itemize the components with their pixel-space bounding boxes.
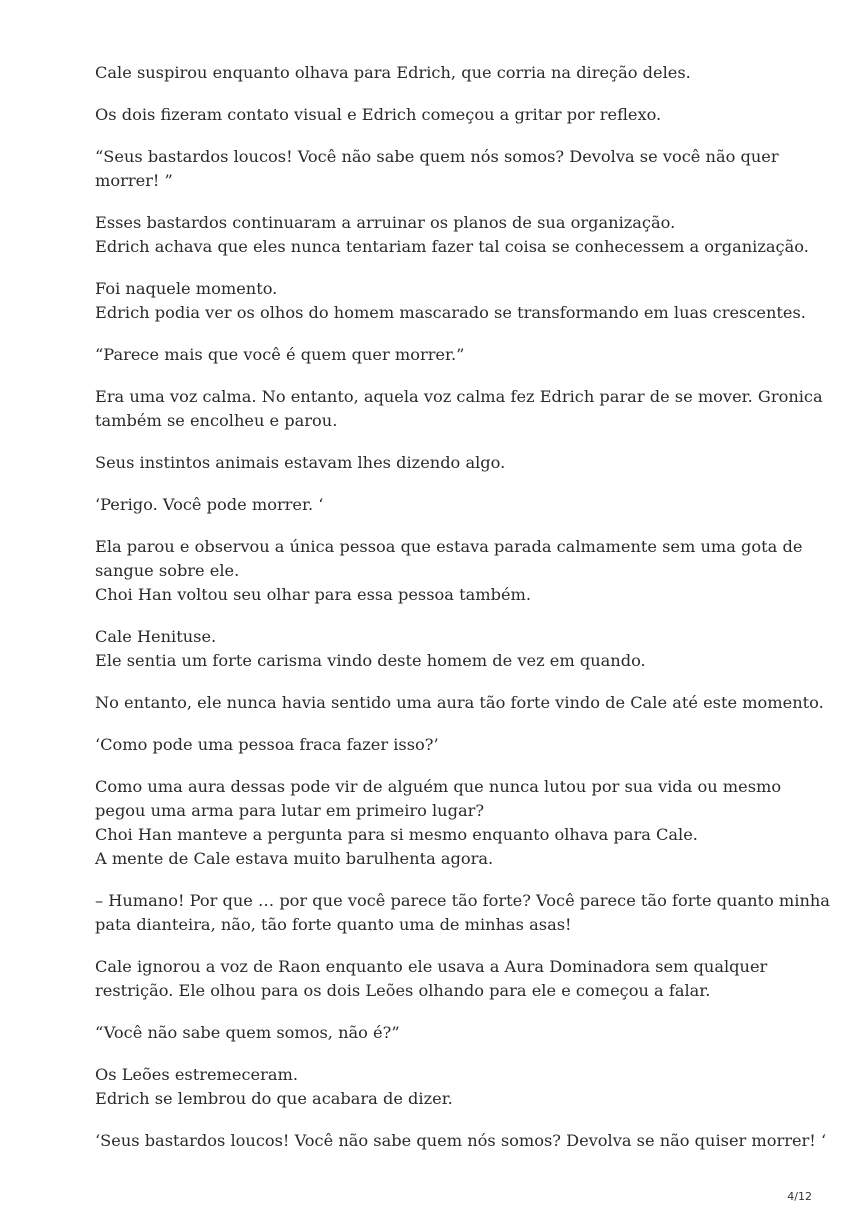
text-line: “Você não sabe quem somos, não é?” <box>95 1023 400 1042</box>
text-line: Os Leões estremeceram. <box>95 1065 298 1084</box>
text-line: Cale Henituse. <box>95 627 217 646</box>
text-line: Edrich se lembrou do que acabara de dizer. <box>95 1089 453 1108</box>
paragraph <box>95 1129 827 1153</box>
text-line: – Humano! Por que … por que você parece tão forte? Você parece tão forte quanto minha <box>95 891 830 910</box>
text-line: Como uma aura dessas pode vir de alguém que nunca lutou por sua vida ou mesmo <box>95 777 782 796</box>
text-line: também se encolheu e parou. <box>95 411 338 430</box>
text-line: A mente de Cale estava muito barulhenta agora. <box>95 849 494 868</box>
paragraph <box>95 493 795 517</box>
text-line: restrição. Ele olhou para os dois Leões olhando para ele e começou a falar. <box>95 981 711 1000</box>
paragraph <box>95 535 803 607</box>
paragraph <box>95 889 830 937</box>
paragraph <box>95 733 795 757</box>
text-line: Choi Han voltou seu olhar para essa pessoa também. <box>95 585 532 604</box>
text-line: morrer! ” <box>95 171 173 190</box>
text-line: Ele sentia um forte carisma vindo deste homem de vez em quando. <box>95 651 646 670</box>
paragraph <box>95 955 795 1003</box>
text-line: “Parece mais que você é quem quer morrer.” <box>95 345 465 364</box>
paragraph <box>95 1063 795 1111</box>
text-line: ‘Perigo. Você pode morrer. ‘ <box>95 495 324 514</box>
paragraph <box>95 277 806 325</box>
text-line: Ela parou e observou a única pessoa que estava parada calmamente sem uma gota de <box>95 537 803 556</box>
text-line: Cale ignorou a voz de Raon enquanto ele usava a Aura Dominadora sem qualquer <box>95 957 768 976</box>
text-line: “Seus bastardos loucos! Você não sabe quem nós somos? Devolva se você não quer <box>95 147 779 166</box>
text-line: Foi naquele momento. <box>95 279 278 298</box>
text-line: Edrich achava que eles nunca tentariam fazer tal coisa se conhecessem a organização. <box>95 237 809 256</box>
page-number: 4/12 <box>787 1190 812 1203</box>
text-line: pata dianteira, não, tão forte quanto uma de minhas asas! <box>95 915 572 934</box>
text-line: pegou uma arma para lutar em primeiro lugar? <box>95 801 485 820</box>
text-line: Cale suspirou enquanto olhava para Edrich, que corria na direção deles. <box>95 63 691 82</box>
paragraph <box>95 145 795 193</box>
text-line: Os dois fizeram contato visual e Edrich começou a gritar por reflexo. <box>95 105 662 124</box>
text-line: ‘Seus bastardos loucos! Você não sabe quem nós somos? Devolva se não quiser morrer! ‘ <box>95 1131 827 1150</box>
document-body <box>95 61 830 1171</box>
text-line: No entanto, ele nunca havia sentido uma aura tão forte vindo de Cale até este momento. <box>95 693 824 712</box>
paragraph <box>95 451 795 475</box>
paragraph <box>95 385 823 433</box>
text-line: Era uma voz calma. No entanto, aquela voz calma fez Edrich parar de se mover. Gronica <box>95 387 823 406</box>
paragraph <box>95 625 795 673</box>
text-line: sangue sobre ele. <box>95 561 240 580</box>
paragraph <box>95 343 795 367</box>
paragraph <box>95 211 809 259</box>
text-line: Seus instintos animais estavam lhes dizendo algo. <box>95 453 506 472</box>
paragraph <box>95 103 795 127</box>
paragraph <box>95 691 824 715</box>
text-line: Edrich podia ver os olhos do homem mascarado se transformando em luas crescentes. <box>95 303 806 322</box>
text-line: Esses bastardos continuaram a arruinar os planos de sua organização. <box>95 213 676 232</box>
paragraph <box>95 1021 795 1045</box>
paragraph <box>95 775 795 871</box>
text-line: Choi Han manteve a pergunta para si mesmo enquanto olhava para Cale. <box>95 825 698 844</box>
paragraph <box>95 61 795 85</box>
text-line: ‘Como pode uma pessoa fraca fazer isso?’ <box>95 735 439 754</box>
